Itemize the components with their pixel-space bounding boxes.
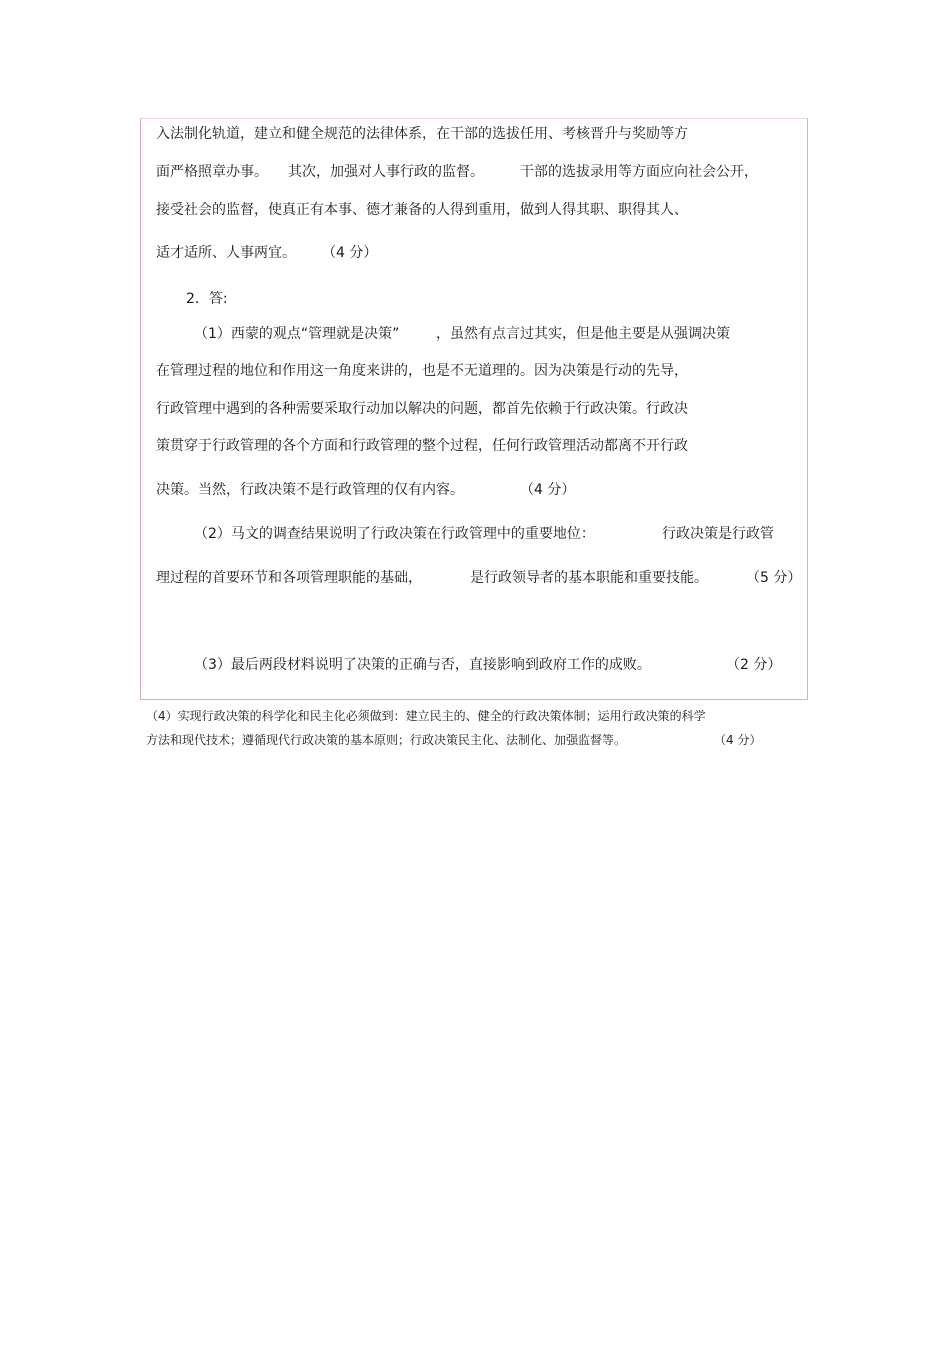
text-line: 入法制化轨道，建立和健全规范的法律体系，在干部的选拔任用、考核晋升与奖励等方	[156, 126, 688, 142]
text-segment: 是行政领导者的基本职能和重要技能。	[470, 570, 708, 586]
text-line: 行政管理中遇到的各种需要采取行动加以解决的问题，都首先依赖于行政决策。行政决	[156, 401, 688, 417]
text-line: 接受社会的监督，使真正有本事、德才兼备的人得到重用，做到人得其职、职得其人、	[156, 202, 688, 218]
score-label: （4 分）	[714, 733, 762, 747]
text-segment: 决策。当然，行政决策不是行政管理的仅有内容。	[156, 482, 464, 498]
text-segment: （2）马文的调查结果说明了行政决策在行政管理中的重要地位：	[194, 526, 595, 542]
score-label: （4 分）	[322, 245, 378, 261]
text-line: 在管理过程的地位和作用这一角度来讲的，也是不无道理的。因为决策是行动的先导，	[156, 363, 688, 379]
text-line: 策贯穿于行政管理的各个方面和行政管理的整个过程，任何行政管理活动都离不开行政	[156, 438, 688, 454]
text-segment: 理过程的首要环节和各项管理职能的基础，	[156, 570, 422, 586]
text-segment: （1）西蒙的观点“管理就是决策”	[194, 326, 400, 342]
score-label: （5 分）	[746, 570, 802, 586]
text-line: （4）实现行政决策的科学化和民主化必须做到：建立民主的、健全的行政决策体制；运用行政决策的科学	[146, 709, 706, 723]
score-label: （4 分）	[520, 482, 576, 498]
score-label: （2 分）	[726, 657, 782, 673]
text-segment: 行政决策是行政管	[662, 526, 774, 542]
text-segment: （3）最后两段材料说明了决策的正确与否，直接影响到政府工作的成败。	[194, 657, 651, 673]
question-heading: 2．答:	[186, 291, 228, 307]
text-segment: 其次，加强对人事行政的监督。	[288, 164, 484, 180]
text-segment: 干部的选拔录用等方面应向社会公开，	[520, 164, 758, 180]
text-segment: 面严格照章办事。	[156, 164, 268, 180]
text-segment: ，虽然有点言过其实，但是他主要是从强调决策	[436, 326, 730, 342]
text-segment: 方法和现代技术；遵循现代行政决策的基本原则；行政决策民主化、法制化、加强监督等。	[146, 733, 627, 747]
text-segment: 适才适所、人事两宜。	[156, 245, 296, 261]
